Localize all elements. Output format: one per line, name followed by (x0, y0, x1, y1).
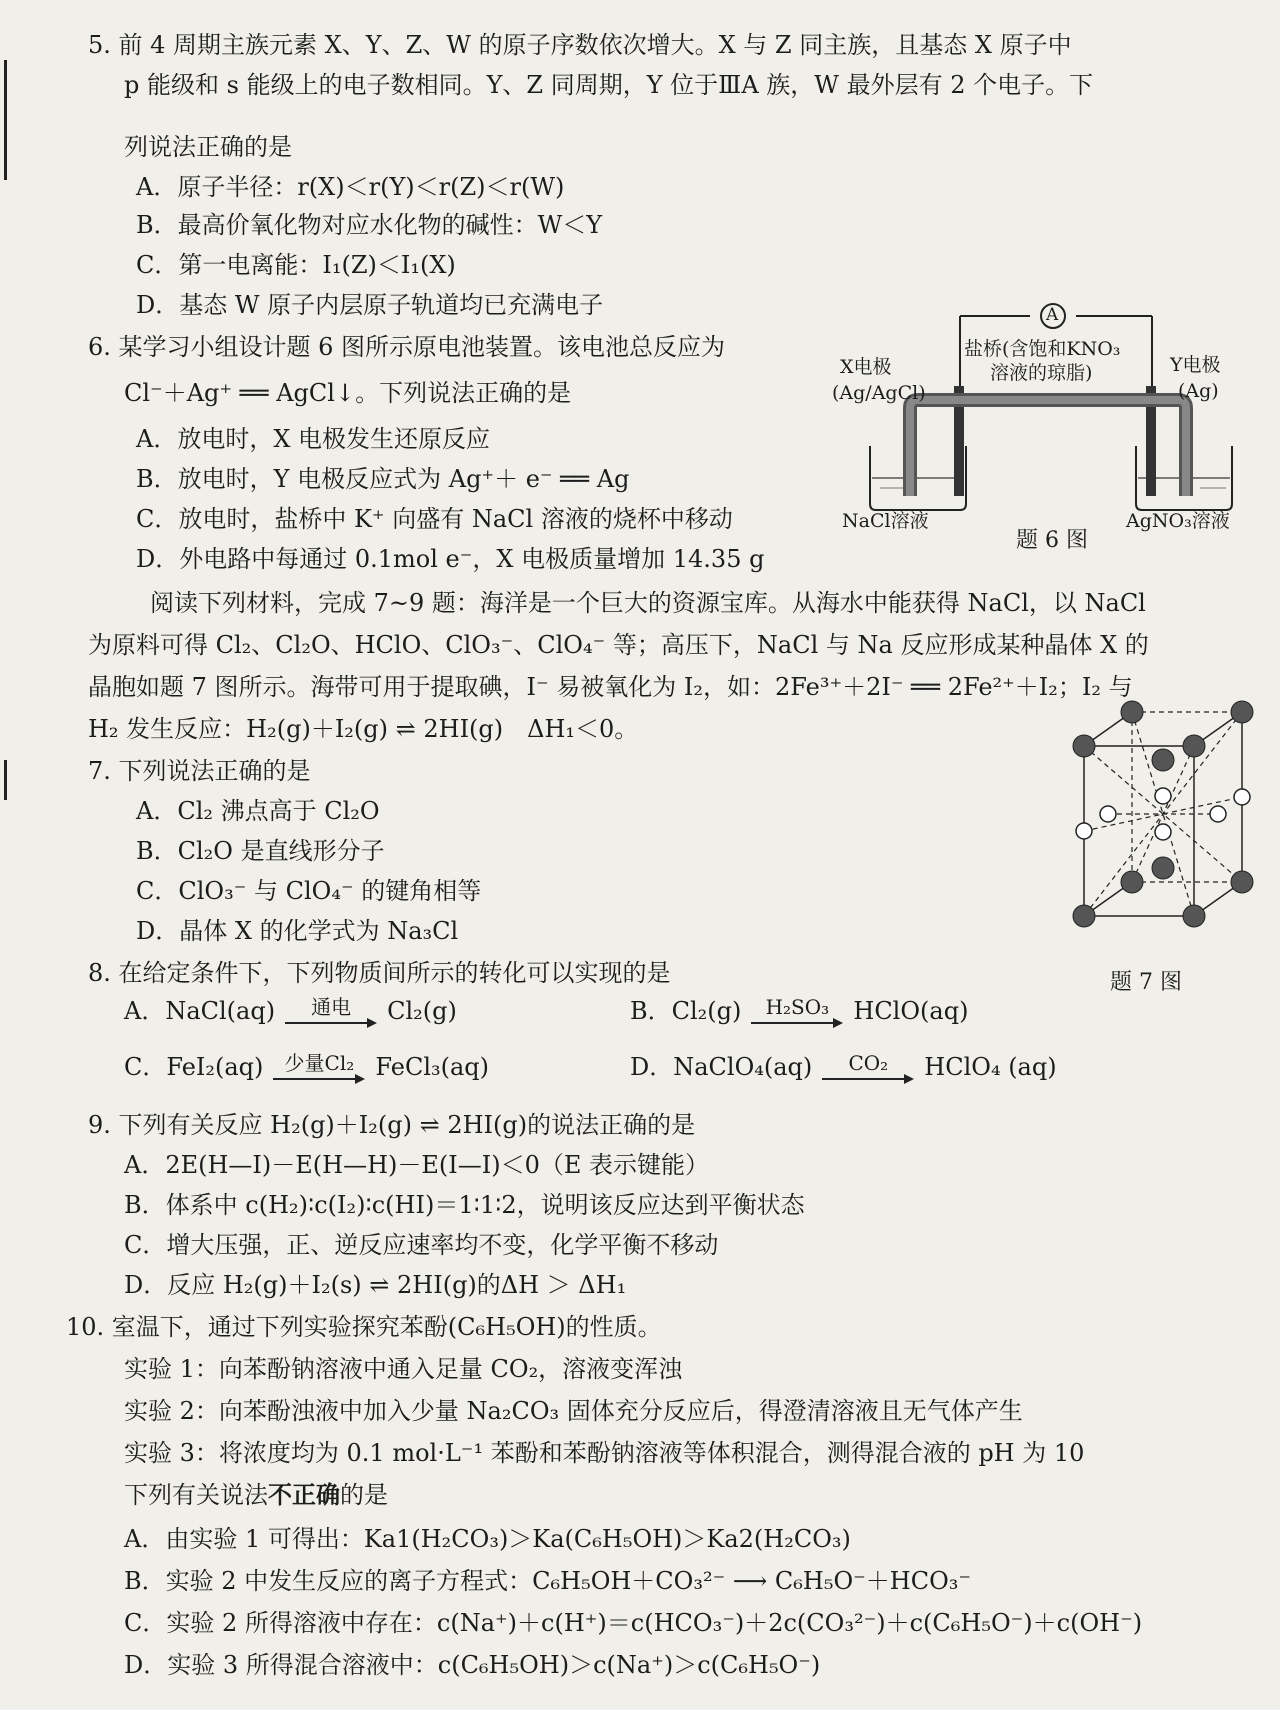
q8-a-arrow (283, 994, 379, 1029)
q8-b-condition: H₂SO₃ (765, 994, 830, 1019)
q8-option-a (124, 996, 457, 1029)
material-line2: 为原料可得 Cl₂、Cl₂O、HClO、ClO₃⁻、ClO₄⁻ 等；高压下，NaCl 与 Na 反应形成某种晶体 X 的 (88, 631, 1149, 659)
q8-a-reactant: A．NaCl(aq) (124, 997, 276, 1025)
q9-option-a: A．2E(H—I)－E(H—H)－E(I—I)＜0（E 表示键能） (124, 1151, 709, 1179)
q8-b-reactant: B．Cl₂(g) (630, 997, 742, 1025)
q5-option-d: D．基态 W 原子内层原子轨道均已充满电子 (136, 291, 604, 319)
q5-stem-line2: p 能级和 s 能级上的电子数相同。Y、Z 同周期，Y 位于ⅢA 族，W 最外层有 2 个电子。下 (124, 71, 1094, 99)
q10-option-a: A．由实验 1 可得出：Ka1(H₂CO₃)＞Ka(C₆H₅OH)＞Ka2(H₂CO₃) (124, 1525, 851, 1553)
q8-b-arrow (749, 994, 845, 1029)
q8-a-product: Cl₂(g) (387, 997, 457, 1025)
q8-option-c (124, 1052, 489, 1085)
figure-7-caption: 题 7 图 (1110, 970, 1182, 995)
q6-option-b: B．放电时，Y 电极反应式为 Ag⁺＋ e⁻ ══ Ag (136, 465, 630, 493)
q6-option-c: C．放电时，盐桥中 K⁺ 向盛有 NaCl 溶液的烧杯中移动 (136, 505, 733, 533)
crystal-cell-diagram (1060, 700, 1270, 960)
salt-bridge-label-line2: 溶液的琼脂) (990, 362, 1093, 384)
q10-ask-pre: 下列有关说法 (124, 1481, 268, 1509)
q5-option-a: A．原子半径：r(X)＜r(Y)＜r(Z)＜r(W) (136, 173, 565, 201)
q9-stem: 9. 下列有关反应 H₂(g)＋I₂(g) ⇌ 2HI(g)的说法正确的是 (88, 1111, 696, 1139)
q10-experiment-1: 实验 1：向苯酚钠溶液中通入足量 CO₂，溶液变浑浊 (124, 1355, 683, 1383)
q8-d-reactant: D．NaClO₄(aq) (630, 1053, 813, 1081)
nacl-solution-label: NaCl溶液 (842, 510, 929, 532)
q7-option-b: B．Cl₂O 是直线形分子 (136, 837, 385, 865)
q8-a-condition: 通电 (311, 994, 352, 1019)
q8-c-condition: 少量Cl₂ (284, 1050, 355, 1075)
q8-c-product: FeCl₃(aq) (375, 1053, 490, 1081)
x-electrode-label-line2: (Ag/AgCl) (832, 382, 926, 404)
q10-option-b: B．实验 2 中发生反应的离子方程式：C₆H₅OH＋CO₃²⁻ ⟶ C₆H₅O⁻＋HCO₃⁻ (124, 1567, 972, 1595)
q6-stem-line2: Cl⁻＋Ag⁺ ══ AgCl↓。下列说法正确的是 (124, 379, 572, 407)
q7-stem: 7. 下列说法正确的是 (88, 757, 311, 785)
q5-option-b: B．最高价氧化物对应水化物的碱性：W＜Y (136, 211, 603, 239)
q9-option-b: B．体系中 c(H₂)∶c(I₂)∶c(HI)＝1∶1∶2，说明该反应达到平衡状态 (124, 1191, 805, 1219)
figure-6-galvanic-cell (832, 296, 1260, 566)
q8-option-d (630, 1052, 1057, 1085)
q10-experiment-2: 实验 2：向苯酚浊液中加入少量 Na₂CO₃ 固体充分反应后，得澄清溶液且无气体产生 (124, 1397, 1023, 1425)
binding-mark (4, 60, 7, 180)
q8-c-arrow (271, 1050, 367, 1085)
material-line3: 晶胞如题 7 图所示。海带可用于提取碘，I⁻ 易被氧化为 I₂，如：2Fe³⁺＋2I⁻ ══ 2Fe²⁺＋I₂；I₂ 与 (88, 673, 1133, 701)
q10-ask-post: 的是 (340, 1481, 388, 1509)
q10-stem: 10. 室温下，通过下列实验探究苯酚(C₆H₅OH)的性质。 (66, 1313, 662, 1341)
binding-mark (4, 760, 7, 800)
q10-experiment-3: 实验 3：将浓度均为 0.1 mol·L⁻¹ 苯酚和苯酚钠溶液等体积混合，测得混合液的 pH 为 10 (124, 1439, 1085, 1467)
q8-d-condition: CO₂ (848, 1050, 889, 1075)
material-line1: 阅读下列材料，完成 7~9 题：海洋是一个巨大的资源宝库。从海水中能获得 NaCl，以 NaCl (150, 589, 1146, 617)
q8-d-arrow (820, 1050, 916, 1085)
q7-option-c: C．ClO₃⁻ 与 ClO₄⁻ 的键角相等 (136, 877, 482, 905)
salt-bridge-label-line1: 盐桥(含饱和KNO₃ (964, 338, 1121, 360)
q5-option-c: C．第一电离能：I₁(Z)＜I₁(X) (136, 251, 456, 279)
ammeter-label: A (1046, 305, 1059, 325)
q8-d-product: HClO₄ (aq) (924, 1053, 1057, 1081)
q10-ask-emphasis: 不正确 (268, 1480, 340, 1509)
q5-stem-line1: 5. 前 4 周期主族元素 X、Y、Z、W 的原子序数依次增大。X 与 Z 同主族，且基态 X 原子中 (88, 31, 1072, 59)
material-line4: H₂ 发生反应：H₂(g)＋I₂(g) ⇌ 2HI(g) ΔH₁＜0。 (88, 715, 639, 743)
agno3-solution-label: AgNO₃溶液 (1126, 510, 1230, 532)
q6-stem-line1: 6. 某学习小组设计题 6 图所示原电池装置。该电池总反应为 (88, 333, 726, 361)
q8-stem: 8. 在给定条件下，下列物质间所示的转化可以实现的是 (88, 959, 671, 987)
q10-option-c: C．实验 2 所得溶液中存在：c(Na⁺)＋c(H⁺)＝c(HCO₃⁻)＋2c(CO₃²⁻)＋c(C₆H₅O⁻)＋c(OH⁻) (124, 1609, 1143, 1637)
q8-c-reactant: C．FeI₂(aq) (124, 1053, 264, 1081)
q5-stem-line3: 列说法正确的是 (124, 133, 292, 161)
q10-ask (124, 1480, 388, 1510)
q9-option-d: D．反应 H₂(g)＋I₂(s) ⇌ 2HI(g)的ΔH ＞ ΔH₁ (124, 1271, 627, 1299)
figure-6-caption: 题 6 图 (1016, 528, 1088, 553)
y-electrode-label-line1: Y电极 (1170, 354, 1221, 376)
q10-option-d: D．实验 3 所得混合溶液中：c(C₆H₅OH)＞c(Na⁺)＞c(C₆H₅O⁻) (124, 1651, 821, 1679)
q7-option-d: D．晶体 X 的化学式为 Na₃Cl (136, 917, 459, 945)
figure-7-crystal-cell (1060, 700, 1270, 1000)
q7-option-a: A．Cl₂ 沸点高于 Cl₂O (136, 797, 380, 825)
q9-option-c: C．增大压强，正、逆反应速率均不变，化学平衡不移动 (124, 1231, 719, 1259)
x-electrode-label-line1: X电极 (840, 356, 892, 378)
q6-option-d: D．外电路中每通过 0.1mol e⁻，X 电极质量增加 14.35 g (136, 545, 765, 573)
q8-b-product: HClO(aq) (853, 997, 969, 1025)
q8-option-b (630, 996, 968, 1029)
q6-option-a: A．放电时，X 电极发生还原反应 (136, 425, 491, 453)
y-electrode-label-line2: (Ag) (1178, 380, 1219, 402)
